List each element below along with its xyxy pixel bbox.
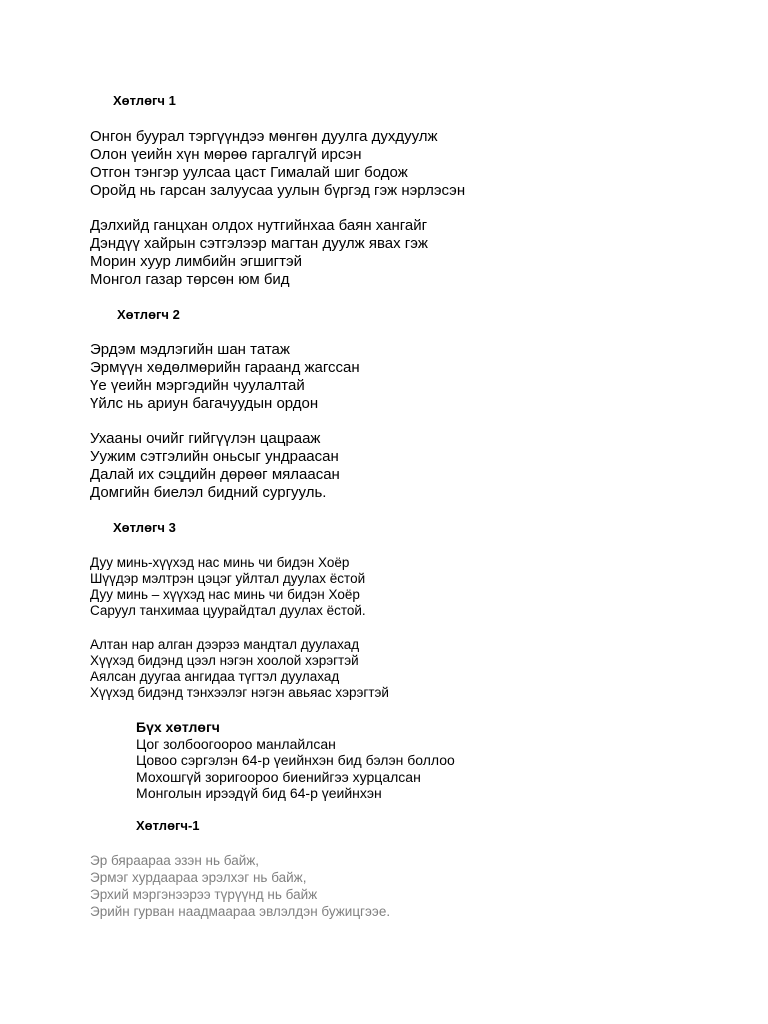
verse-line: Эрхий мэргэнээрээ түрүүнд нь байж <box>90 887 318 902</box>
verse-line: Эр бяраараа эзэн нь байж, <box>90 853 260 868</box>
chorus-line: Цог золбоогоороо манлайлсан <box>136 735 336 752</box>
verse-line: Үйлс нь ариун багачуудын ордон <box>90 395 319 412</box>
verse-line: Хүүхэд бидэнд цээл нэгэн хоолой хэрэгтэй <box>90 653 359 668</box>
verse-line: Дэндүү хайрын сэтгэлээр магтан дуулж явах гэж <box>90 235 428 252</box>
verse-line: Домгийн биелэл бидний сургууль. <box>90 484 327 501</box>
section-1-stanza-1 <box>90 128 465 200</box>
verse-line: Далай их сэцдийн дөрөөг мялаасан <box>90 466 340 483</box>
verse-line: Онгон буурал тэргүүндээ мөнгөн дуулга духдуулж <box>90 128 438 145</box>
final-stanza <box>90 852 390 920</box>
section-2-stanza-2 <box>90 430 340 502</box>
verse-line: Аялсан дуугаа ангидаа түгтэл дуулахад <box>90 669 340 684</box>
chorus-line: Монголын ирээдүй бид 64-р үеийнхэн <box>136 785 382 801</box>
section-2-heading: Хөтлөгч 2 <box>117 307 180 322</box>
section-1-stanza-2 <box>90 217 428 289</box>
verse-line: Ухааны очийг гийгүүлэн цацрааж <box>90 430 321 447</box>
section-2-stanza-1 <box>90 341 360 413</box>
section-1-heading: Хөтлөгч 1 <box>113 93 176 108</box>
chorus-line: Цовоо сэргэлэн 64-р үеийнхэн бид бэлэн боллоо <box>136 752 455 768</box>
verse-line: Дуу минь-хүүхэд нас минь чи бидэн Хоёр <box>90 555 350 570</box>
verse-line: Отгон тэнгэр уулсаа цаст Гималай шиг бодож <box>90 164 408 181</box>
verse-line: Шүүдэр мэлтрэн цэцэг уйлтал дуулах ёстой <box>90 571 366 586</box>
verse-line: Алтан нар алган дээрээ мандтал дуулахад <box>90 637 360 652</box>
verse-line: Олон үеийн хүн мөрөө гаргалгүй ирсэн <box>90 146 362 163</box>
verse-line: Эрдэм мэдлэгийн шан татаж <box>90 341 290 358</box>
chorus-block <box>136 719 455 802</box>
final-heading: Хөтлөгч-1 <box>136 818 200 833</box>
section-3-stanza-2 <box>90 637 389 701</box>
section-3-stanza-1 <box>90 555 366 619</box>
verse-line: Монгол газар төрсөн юм бид <box>90 271 290 288</box>
verse-line: Дэлхийд ганцхан олдох нутгийнхаа баян хангайг <box>90 217 428 234</box>
verse-line: Эрмэг хурдаараа эрэлхэг нь байж, <box>90 870 307 885</box>
verse-line: Уужим сэтгэлийн оньсыг ундраасан <box>90 448 339 465</box>
chorus-line: Мохошгүй зоригоороо биенийгээ хурцалсан <box>136 768 421 785</box>
verse-line: Эрмүүн хөдөлмөрийн гараанд жагссан <box>90 359 360 376</box>
verse-line: Хүүхэд бидэнд тэнхээлэг нэгэн авьяас хэрэгтэй <box>90 685 389 700</box>
verse-line: Саруул танхимаа цуурайдтал дуулах ёстой. <box>90 603 366 618</box>
verse-line: Эрийн гурван наадмаараа эвлэлдэн бужицгээе. <box>90 904 391 919</box>
section-3-heading: Хөтлөгч 3 <box>113 520 176 535</box>
verse-line: Оройд нь гарсан залуусаа уулын бүргэд гэж нэрлэсэн <box>90 182 466 199</box>
verse-line: Үе үеийн мэргэдийн чуулалтай <box>90 377 305 394</box>
verse-line: Морин хуур лимбийн эгшигтэй <box>90 253 303 270</box>
chorus-heading: Бүх хөтлөгч <box>136 719 220 735</box>
verse-line: Дуу минь – хүүхэд нас минь чи бидэн Хоёр <box>90 587 360 602</box>
